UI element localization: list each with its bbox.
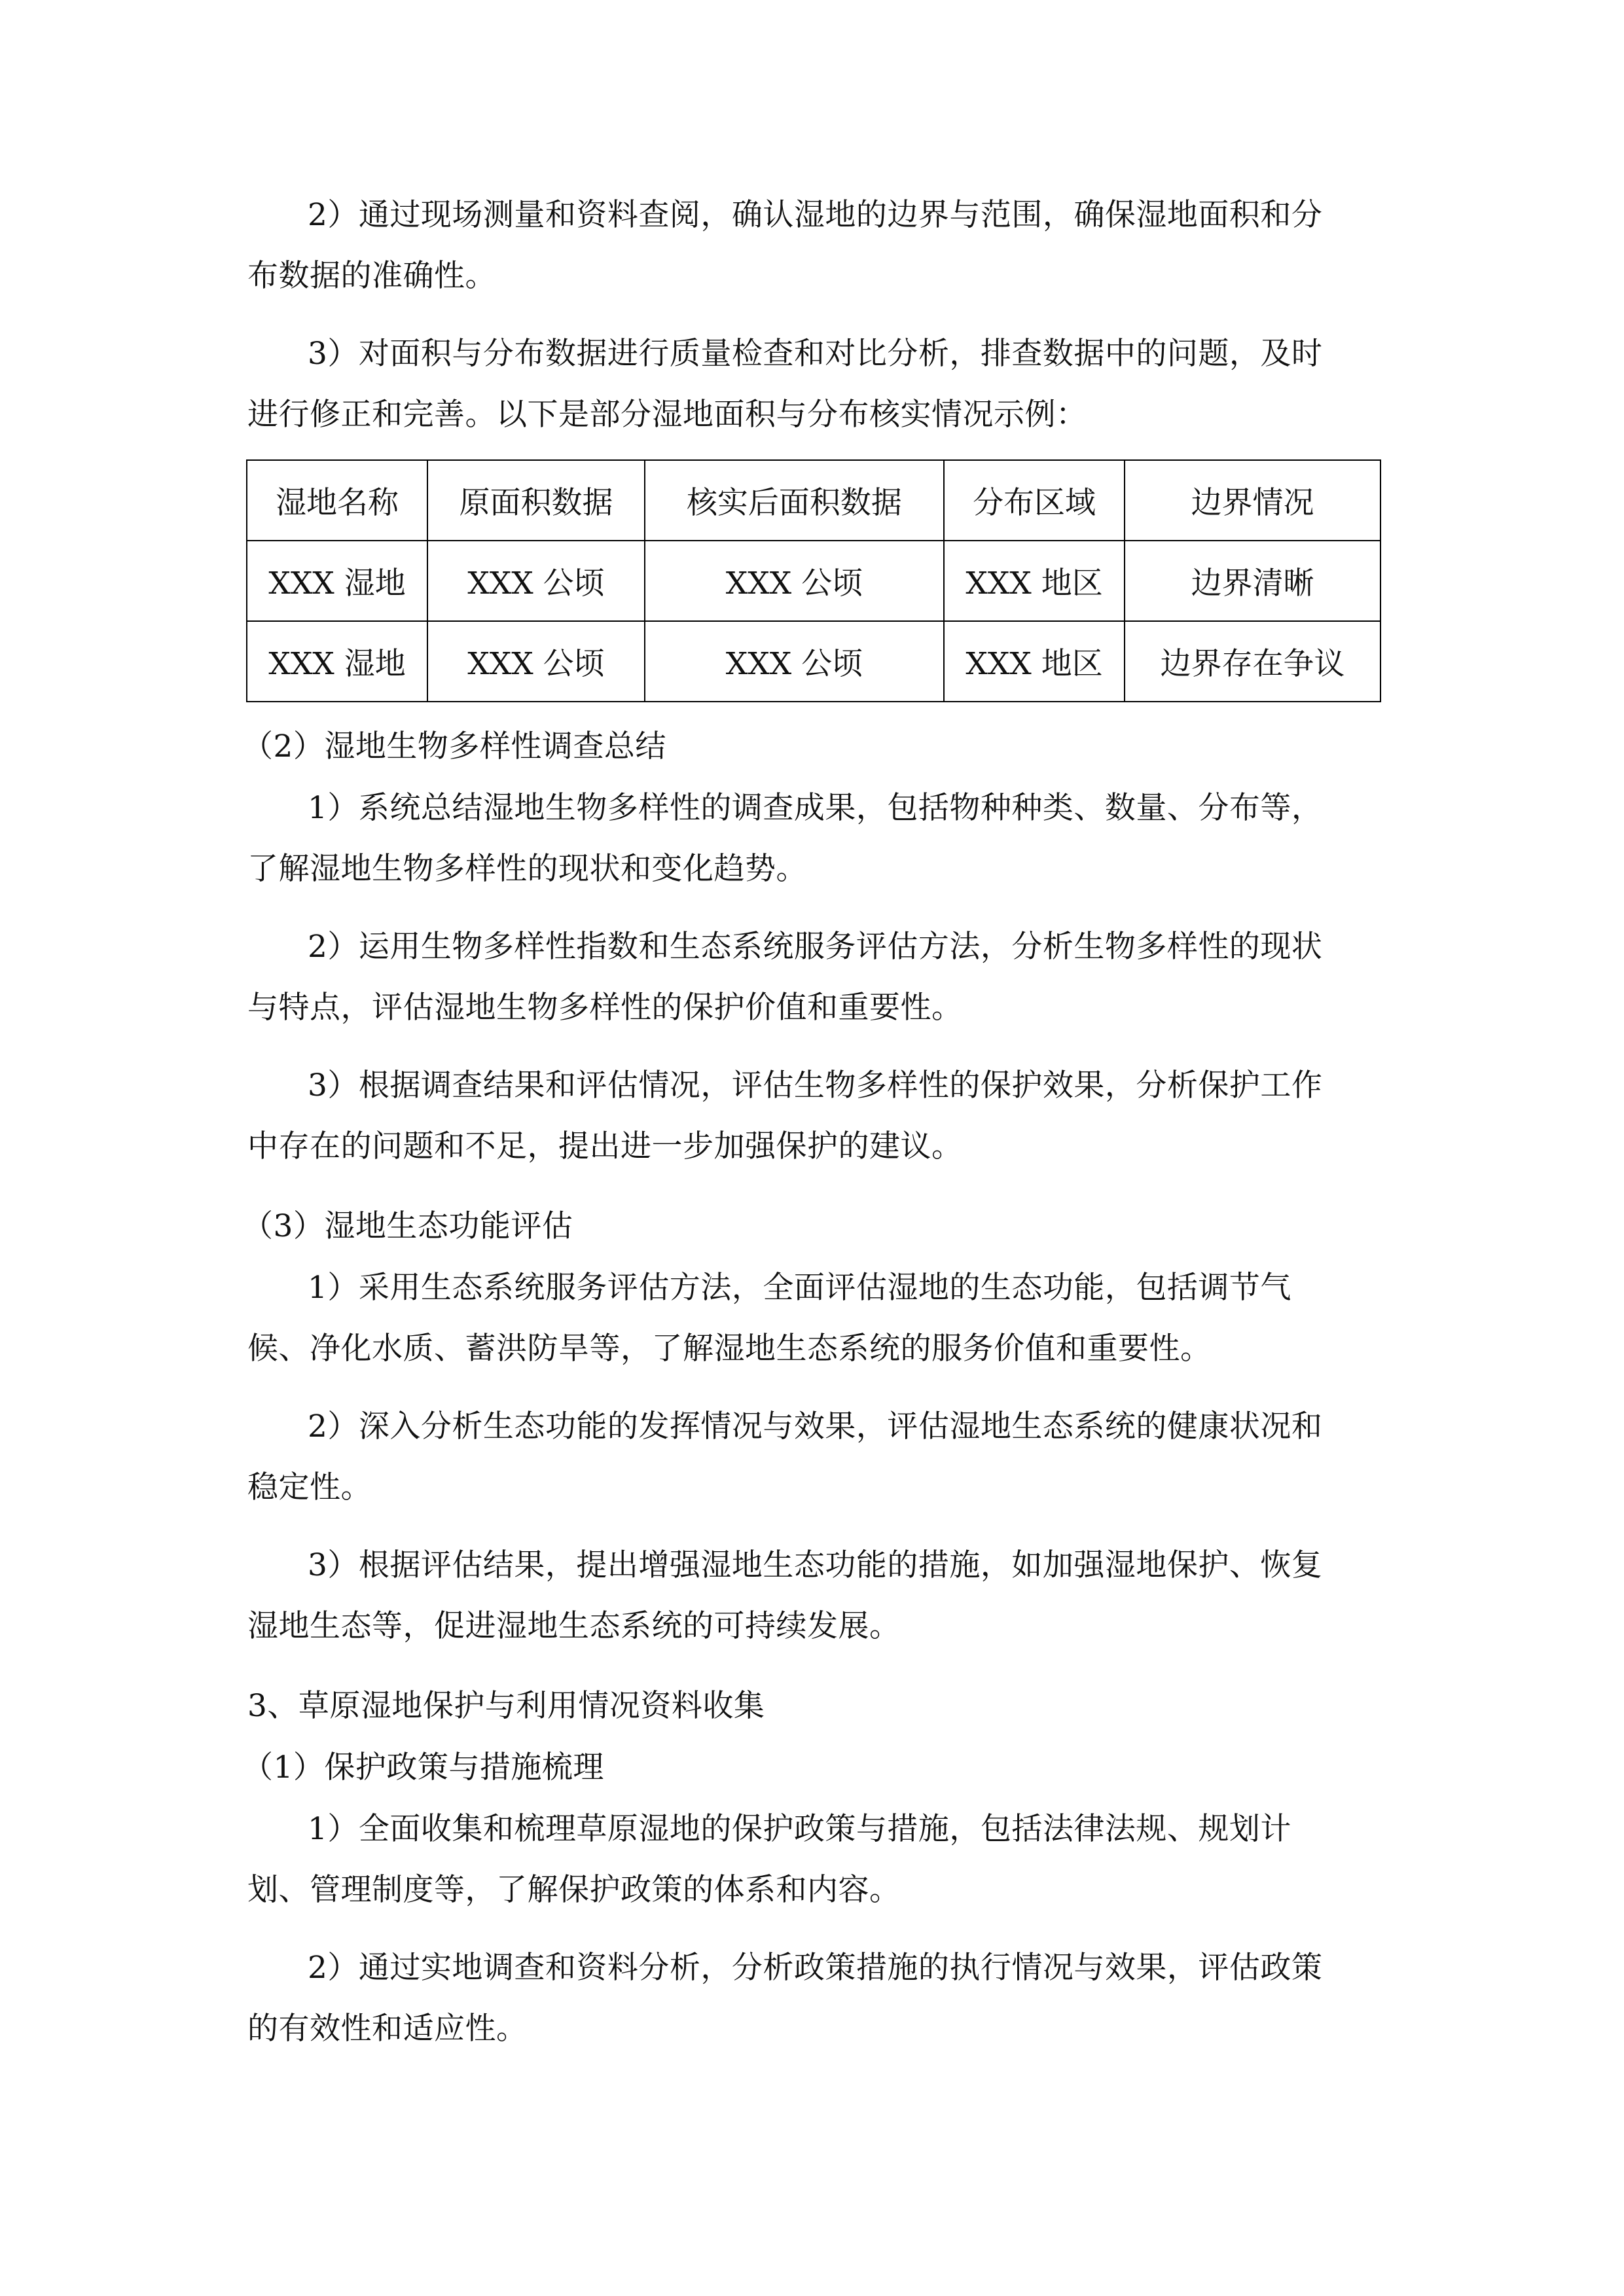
table-header-cell: 分布区域 <box>944 460 1125 541</box>
paragraph-line: 了解湿地生物多样性的现状和变化趋势。 <box>247 851 807 887</box>
paragraph-line: 2）运用生物多样性指数和生态系统服务评估方法，分析生物多样性的现状 <box>308 929 1323 965</box>
paragraph-line: 2）通过实地调查和资料分析，分析政策措施的执行情况与效果，评估政策 <box>308 1950 1323 1986</box>
paragraph-line: 湿地生态等，促进湿地生态系统的可持续发展。 <box>247 1608 901 1644</box>
paragraph-line: 划、管理制度等，了解保护政策的体系和内容。 <box>247 1872 901 1908</box>
table-cell: XXX 地区 <box>944 621 1125 702</box>
paragraph-line: 3）对面积与分布数据进行质量检查和对比分析，排查数据中的问题，及时 <box>308 336 1323 372</box>
paragraph-line: 1）全面收集和梳理草原湿地的保护政策与措施，包括法律法规、规划计 <box>308 1811 1291 1847</box>
paragraph-line: 进行修正和完善。以下是部分湿地面积与分布核实情况示例： <box>247 397 1087 433</box>
table-cell: XXX 湿地 <box>247 621 427 702</box>
subsection-heading: （1）保护政策与措施梳理 <box>242 1749 604 1785</box>
wetland-area-table <box>246 459 1381 702</box>
paragraph-line: 3）根据评估结果，提出增强湿地生态功能的措施，如加强湿地保护、恢复 <box>308 1547 1323 1583</box>
table-header-row <box>247 460 1380 541</box>
paragraph-line: 1）采用生态系统服务评估方法，全面评估湿地的生态功能，包括调节气 <box>308 1270 1291 1306</box>
subsection-heading: （3）湿地生态功能评估 <box>242 1208 573 1244</box>
paragraph-line: 布数据的准确性。 <box>247 258 496 294</box>
table-row <box>247 541 1380 621</box>
table-cell: XXX 湿地 <box>247 541 427 621</box>
paragraph-line: 的有效性和适应性。 <box>247 2011 528 2047</box>
subsection-heading: （2）湿地生物多样性调查总结 <box>242 728 666 764</box>
paragraph-line: 2）通过现场测量和资料查阅，确认湿地的边界与范围，确保湿地面积和分 <box>308 197 1323 233</box>
table-cell: 边界清晰 <box>1125 541 1380 621</box>
paragraph-line: 3）根据调查结果和评估情况，评估生物多样性的保护效果，分析保护工作 <box>308 1067 1323 1103</box>
table-header-cell: 原面积数据 <box>427 460 645 541</box>
table-cell: XXX 公顷 <box>645 541 944 621</box>
table-header-cell: 边界情况 <box>1125 460 1380 541</box>
table-cell: XXX 公顷 <box>427 621 645 702</box>
table-row <box>247 621 1380 702</box>
paragraph-line: 稳定性。 <box>247 1469 372 1505</box>
paragraph-line: 2）深入分析生态功能的发挥情况与效果，评估湿地生态系统的健康状况和 <box>308 1408 1323 1444</box>
table-cell: XXX 公顷 <box>427 541 645 621</box>
table-header-cell: 湿地名称 <box>247 460 427 541</box>
table-cell: XXX 公顷 <box>645 621 944 702</box>
section-heading: 3、草原湿地保护与利用情况资料收集 <box>247 1688 765 1724</box>
paragraph-line: 中存在的问题和不足，提出进一步加强保护的建议。 <box>247 1128 963 1164</box>
table-header-cell: 核实后面积数据 <box>645 460 944 541</box>
table-cell: 边界存在争议 <box>1125 621 1380 702</box>
paragraph-line: 1）系统总结湿地生物多样性的调查成果，包括物种种类、数量、分布等， <box>308 790 1323 826</box>
paragraph-line: 候、净化水质、蓄洪防旱等，了解湿地生态系统的服务价值和重要性。 <box>247 1331 1212 1367</box>
table-cell: XXX 地区 <box>944 541 1125 621</box>
paragraph-line: 与特点，评估湿地生物多样性的保护价值和重要性。 <box>247 990 963 1026</box>
